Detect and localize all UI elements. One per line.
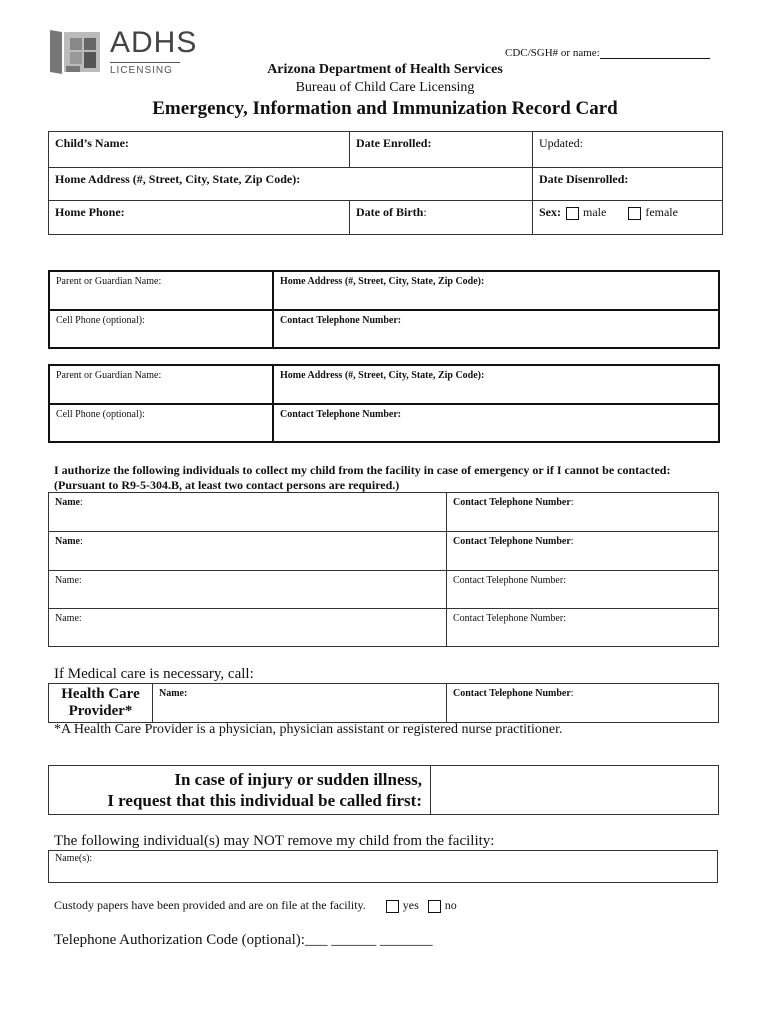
provider-phone-colon: : <box>570 688 574 699</box>
authorized-3-phone-field[interactable] <box>447 571 719 609</box>
guardian-1-colon: : <box>158 276 162 287</box>
provider-note: *A Health Care Provider is a physician, physician assistant or registered nurse practitioner. <box>54 722 563 737</box>
authorized-3-phone-label: Contact Telephone Number: <box>453 575 566 586</box>
male-label: male <box>583 205 607 219</box>
authorized-3-name-field[interactable] <box>49 571 447 609</box>
cdc-field[interactable] <box>505 47 710 59</box>
custody-no-checkbox[interactable] <box>428 900 441 913</box>
guardian-1-address-field[interactable] <box>273 271 719 310</box>
guardian-2-table <box>48 364 720 443</box>
provider-label-line1: Health Care <box>61 686 140 702</box>
authorized-contacts-table <box>48 492 719 647</box>
authorize-text: I authorize the following individuals to collect my child from the facility in case of emergency or if I cannot be contacted: <box>54 463 671 477</box>
medical-intro: If Medical care is necessary, call: <box>54 666 254 682</box>
guardian-1-cell-field[interactable] <box>49 310 273 348</box>
custody-yes-label: yes <box>402 898 419 912</box>
guardian-2-cell-field[interactable] <box>49 404 273 442</box>
authorized-2-name-field[interactable] <box>49 532 447 571</box>
authorized-4-name-label: Name: <box>55 613 82 624</box>
authorized-1-name-field[interactable] <box>49 493 447 532</box>
authorized-2-phone-label: Contact Telephone Number <box>453 536 571 547</box>
authorize-paragraph <box>54 463 724 493</box>
home-address-field[interactable] <box>49 168 533 201</box>
date-disenrolled-label: Date Disenrolled: <box>539 172 629 186</box>
guardian-1-cell-label: Cell Phone (optional): <box>56 315 145 326</box>
cdc-input-line[interactable] <box>600 48 710 59</box>
guardian-1-name-field[interactable] <box>49 271 273 310</box>
guardian-1-name-label: Parent or Guardian Name <box>56 276 159 287</box>
home-address-label: Home Address (#, Street, City, State, Zip Code): <box>55 172 301 186</box>
child-name-field[interactable] <box>49 132 350 168</box>
not-remove-intro: The following individual(s) may NOT remove my child from the facility: <box>54 833 495 849</box>
female-label: female <box>645 205 678 219</box>
cdc-label: CDC/SGH# or name: <box>505 47 600 59</box>
date-disenrolled-field[interactable] <box>533 168 723 201</box>
guardian-2-address-field[interactable] <box>273 365 719 404</box>
child-info-table <box>48 131 723 235</box>
authorized-1-phone-label: Contact Telephone Number <box>453 497 571 508</box>
custody-yes-checkbox[interactable] <box>386 900 399 913</box>
authorized-1-colon: : <box>80 497 83 508</box>
guardian-2-contact-label: Contact Telephone Number: <box>280 409 402 420</box>
health-care-provider-table <box>48 683 719 723</box>
injury-label-line1: In case of injury or sudden illness, <box>174 770 422 789</box>
not-remove-table <box>48 850 718 883</box>
provider-name-field[interactable] <box>153 684 447 723</box>
home-phone-label: Home Phone: <box>55 205 125 219</box>
guardian-2-name-field[interactable] <box>49 365 273 404</box>
guardian-2-address-label: Home Address (#, Street, City, State, Zip Code): <box>280 370 485 381</box>
date-enrolled-field[interactable] <box>350 132 533 168</box>
male-checkbox[interactable] <box>566 207 579 220</box>
telephone-auth-label: Telephone Authorization Code (optional): <box>54 932 305 948</box>
dob-colon: : <box>423 205 427 219</box>
provider-phone-label: Contact Telephone Number <box>453 688 571 699</box>
guardian-2-colon: : <box>158 370 162 381</box>
authorized-2-name-label: Name <box>55 536 80 547</box>
injury-contact-field[interactable] <box>431 766 719 815</box>
custody-no-label: no <box>444 898 457 912</box>
home-phone-field[interactable] <box>49 201 350 235</box>
not-remove-names-field[interactable] <box>49 851 718 883</box>
guardian-1-address-label: Home Address (#, Street, City, State, Zip Code): <box>280 276 485 287</box>
agency-name: Arizona Department of Health Services <box>267 62 503 77</box>
health-care-provider-label <box>49 684 153 723</box>
child-name-label: Child’s Name: <box>55 136 129 150</box>
logo-text: ADHS <box>110 26 198 59</box>
authorized-1-name-label: Name <box>55 497 80 508</box>
authorized-1-phone-colon: : <box>570 497 574 508</box>
guardian-1-contact-field[interactable] <box>273 310 719 348</box>
authorized-4-phone-label: Contact Telephone Number: <box>453 613 566 624</box>
authorized-4-name-field[interactable] <box>49 609 447 647</box>
telephone-auth-row[interactable] <box>54 932 432 949</box>
provider-label-line2: Provider* <box>68 703 133 719</box>
injury-contact-table <box>48 765 719 815</box>
provider-name-label: Name: <box>159 688 188 699</box>
page-title: Emergency, Information and Immunization Record Card <box>152 98 618 119</box>
injury-label-line2: I request that this individual be called first: <box>107 791 422 810</box>
authorize-pursuant: (Pursuant to R9-5-304.B, at least two contact persons are required.) <box>54 478 400 492</box>
not-remove-names-label: Name(s): <box>55 853 93 864</box>
authorized-4-phone-field[interactable] <box>447 609 719 647</box>
guardian-2-cell-label: Cell Phone (optional): <box>56 409 145 420</box>
guardian-1-contact-label: Contact Telephone Number: <box>280 315 402 326</box>
sex-label: Sex: <box>539 205 561 219</box>
updated-field[interactable] <box>533 132 723 168</box>
injury-label <box>49 766 431 815</box>
date-of-birth-label: Date of Birth <box>356 205 424 219</box>
date-of-birth-field[interactable] <box>350 201 533 235</box>
authorized-3-name-label: Name: <box>55 575 82 586</box>
logo-subtext: LICENSING <box>110 62 180 76</box>
bureau-name: Bureau of Child Care Licensing <box>295 80 475 95</box>
guardian-1-table <box>48 270 720 349</box>
authorized-1-phone-field[interactable] <box>447 493 719 532</box>
guardian-2-contact-field[interactable] <box>273 404 719 442</box>
sex-field <box>533 201 723 235</box>
updated-label: Updated: <box>539 136 583 150</box>
authorized-2-colon: : <box>80 536 83 547</box>
telephone-auth-blank[interactable]: ___ ______ _______ <box>304 932 433 948</box>
date-enrolled-label: Date Enrolled: <box>356 136 432 150</box>
provider-phone-field[interactable] <box>447 684 719 723</box>
female-checkbox[interactable] <box>628 207 641 220</box>
custody-row <box>54 898 457 913</box>
guardian-2-name-label: Parent or Guardian Name <box>56 370 159 381</box>
custody-text: Custody papers have been provided and are on file at the facility. <box>54 898 366 912</box>
authorized-2-phone-field[interactable] <box>447 532 719 571</box>
authorized-2-phone-colon: : <box>570 536 574 547</box>
